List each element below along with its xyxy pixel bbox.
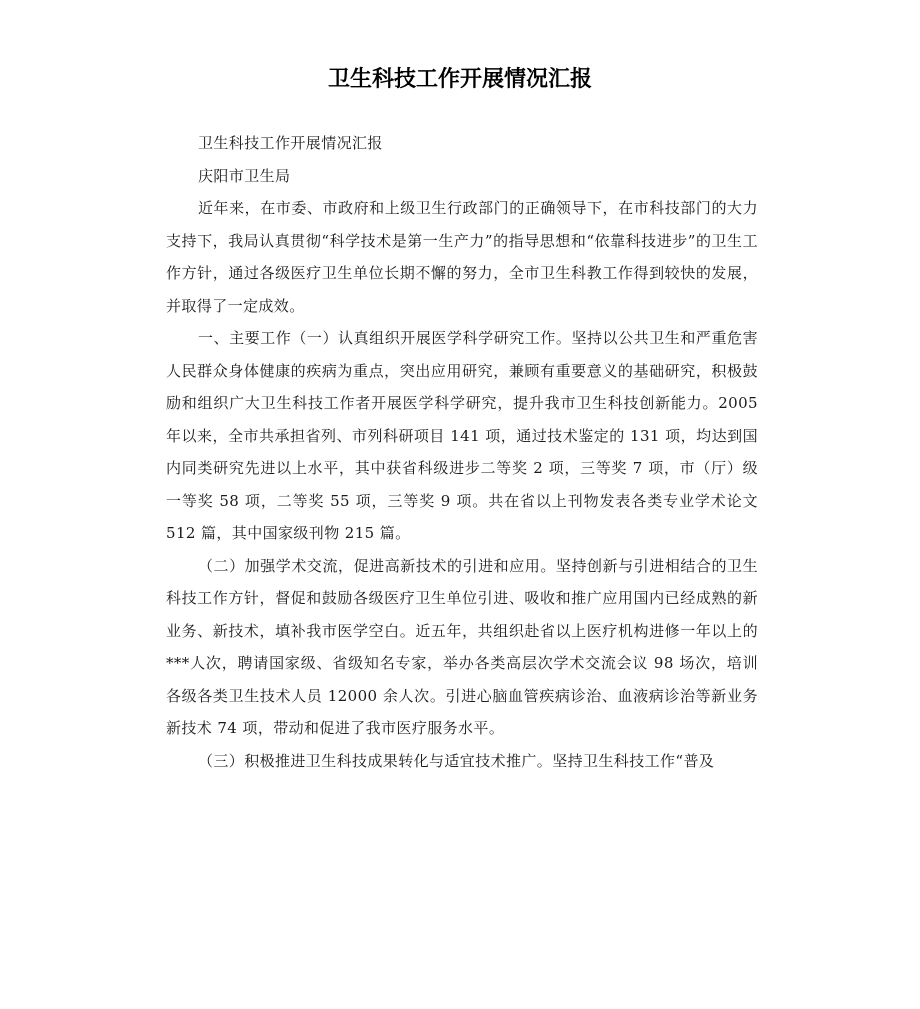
paragraph-section-3: （三）积极推进卫生科技成果转化与适宜技术推广。坚持卫生科技工作“普及 [198,751,715,770]
document-body [166,127,758,777]
paragraph-section-1: 一、主要工作（一）认真组织开展医学科学研究工作。坚持以公共卫生和严重危害人民群众身体健康的疾病为重点，突出应用研究，兼顾有重要意义的基础研究，积极鼓励和组织广大卫生科技工作者开展医学科学研究，提升我市卫生科技创新能力。2005 年以来，全市共承担省列、市列科研项目 141 项，通过技术鉴定的 131 项，均达到国内同类研究先进以上水平，其中获省科级进步二等奖 2 项，三等奖 7 项，市（厅）级一等奖 58 项，二等奖 55 项，三等奖 9 项。共在省以上刊物发表各类专业学术论文 512 篇，其中国家级刊物 215 篇。 [166,329,758,542]
document-subtitle: 卫生科技工作开展情况汇报 [198,134,383,152]
paragraph-section-2: （二）加强学术交流，促进高新技术的引进和应用。坚持创新与引进相结合的卫生科技工作方针，督促和鼓励各级医疗卫生单位引进、吸收和推广应用国内已经成熟的新业务、新技术，填补我市医学空白。近五年，共组织赴省以上医疗机构进修一年以上的***人次，聘请国家级、省级知名专家，举办各类高层次学术交流会议 98 场次，培训各级各类卫生技术人员 12000 余人次。引进心脑血管疾病诊治、血液病诊治等新业务新技术 74 项，带动和促进了我市医疗服务水平。 [166,556,758,737]
document-title: 卫生科技工作开展情况汇报 [327,67,592,92]
paragraph-intro: 近年来，在市委、市政府和上级卫生行政部门的正确领导下，在市科技部门的大力支持下，我局认真贯彻“科学技术是第一生产力”的指导思想和“依靠科技进步”的卫生工作方针，通过各级医疗卫生单位长期不懈的努力，全市卫生科教工作得到较快的发展，并取得了一定成效。 [166,199,758,315]
document-author: 庆阳市卫生局 [198,166,291,185]
